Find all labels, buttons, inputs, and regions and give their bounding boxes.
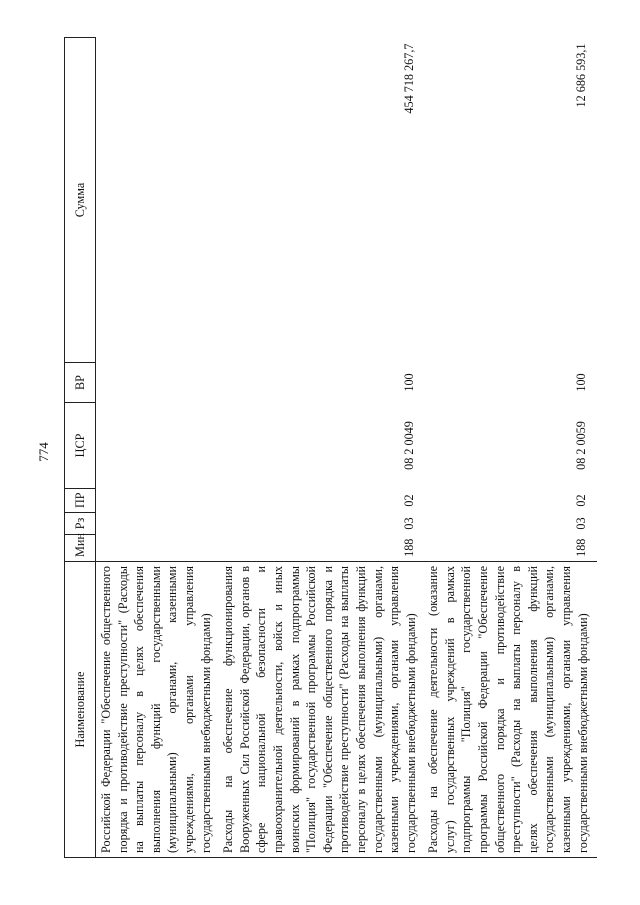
header-csr: ЦСР [65, 403, 96, 489]
row-name: Российской Федерации "Обеспечение общественного порядка и противодействие преступности" (Расходы на выплаты персоналу в целях обеспечения выполнения функций государственными (муниципальными) органами, казенными учреждениями, органами управления государственными внебюджетными фондами) [96, 562, 221, 858]
row-sum: 454 718 267,7 [401, 43, 416, 114]
rotated-page [64, 38, 614, 858]
row-vr: 100 [401, 373, 416, 392]
row-rz: 03 [573, 517, 588, 530]
row-pr [96, 489, 221, 513]
row-name: Расходы на обеспечение деятельности (оказание услуг) государственных учреждений в рамках подпрограммы "Полиция" государственной программы Российской Федерации "Обеспечение общественного порядка и противодействие преступности" (Расходы на выплаты персоналу в целях обеспечения выполнения функций государственными (муниципальными) органами, казенными учреждениями, органами управления государственными внебюджетными фондами) [425, 562, 597, 858]
header-sum: Сумма [65, 38, 96, 363]
row-pr: 02 [573, 494, 588, 507]
row-sum: 12 686 593,1 [573, 43, 588, 108]
page-number-text: 774 [36, 442, 51, 462]
header-name: Наименование [65, 562, 96, 858]
row-min [96, 535, 221, 562]
header-rz: Рз [65, 513, 96, 535]
table-row [220, 38, 425, 858]
row-rz [96, 513, 221, 535]
row-min: 188 [401, 538, 416, 557]
row-rz: 03 [401, 517, 416, 530]
row-min: 188 [573, 538, 588, 557]
row-name: Расходы на обеспечение функционирования Вооруженных Сил Российской Федерации, органов в сфере национальной безопасности и правоохранительной деятельности, войск и иных воинских формирований в рамках подпрограммы "Полиция" государственной программы Российской Федерации "Обеспечение общественного порядка и противодействие преступности" (Расходы на выплаты персоналу в целях обеспечения выполнения функций государственными (муниципальными) органами, казенными учреждениями, органами управления государственными внебюджетными фондами) [220, 562, 425, 858]
budget-table [64, 37, 597, 858]
table-row [96, 38, 221, 858]
row-vr: 100 [573, 373, 588, 392]
row-csr [96, 403, 221, 489]
row-csr: 08 2 0049 [401, 421, 416, 470]
table-header-row [65, 38, 96, 858]
header-min: Мин [65, 535, 96, 562]
table-row [425, 38, 597, 858]
row-pr: 02 [401, 494, 416, 507]
row-csr: 08 2 0059 [573, 421, 588, 470]
row-sum [96, 38, 221, 363]
header-pr: ПР [65, 489, 96, 513]
row-vr [96, 363, 221, 403]
header-vr: ВР [65, 363, 96, 403]
